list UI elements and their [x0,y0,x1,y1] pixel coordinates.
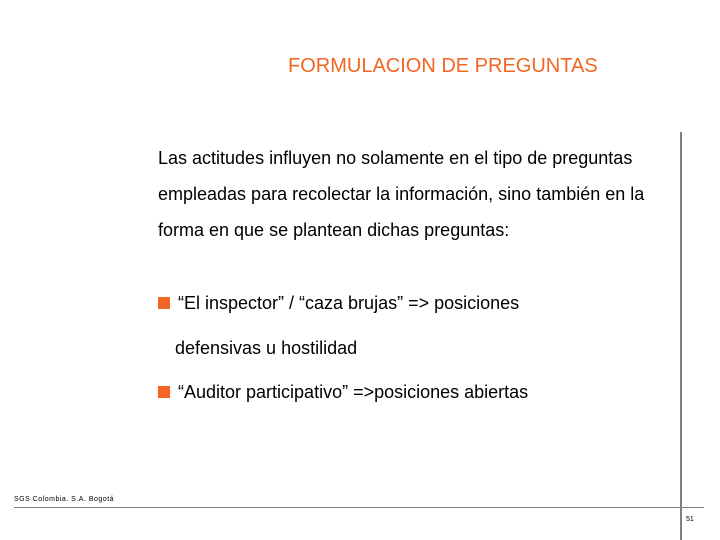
square-bullet-icon [158,386,170,398]
bullet-item-1-continuation: defensivas u hostilidad [175,338,358,358]
page-number: 51 [686,516,694,523]
vertical-rule [680,132,682,540]
bullet-text-2: “Auditor participativo” =>posiciones abiertas [178,382,529,402]
bullet-text-1: “El inspector” / “caza brujas” => posiciones [178,293,520,313]
bullet-item-2 [158,374,528,410]
bullet-item-1 [158,285,519,321]
slide-title: FORMULACION DE PREGUNTAS [288,55,598,77]
body-paragraph: Las actitudes influyen no solamente en el tipo de preguntas empleadas para recolectar la información, sino también en la forma en que se plantean dichas preguntas: [158,148,645,240]
footer-company: SGS Colombia. S.A. Bogotá [14,496,115,503]
square-bullet-icon [158,297,170,309]
footer-rule [14,507,704,508]
